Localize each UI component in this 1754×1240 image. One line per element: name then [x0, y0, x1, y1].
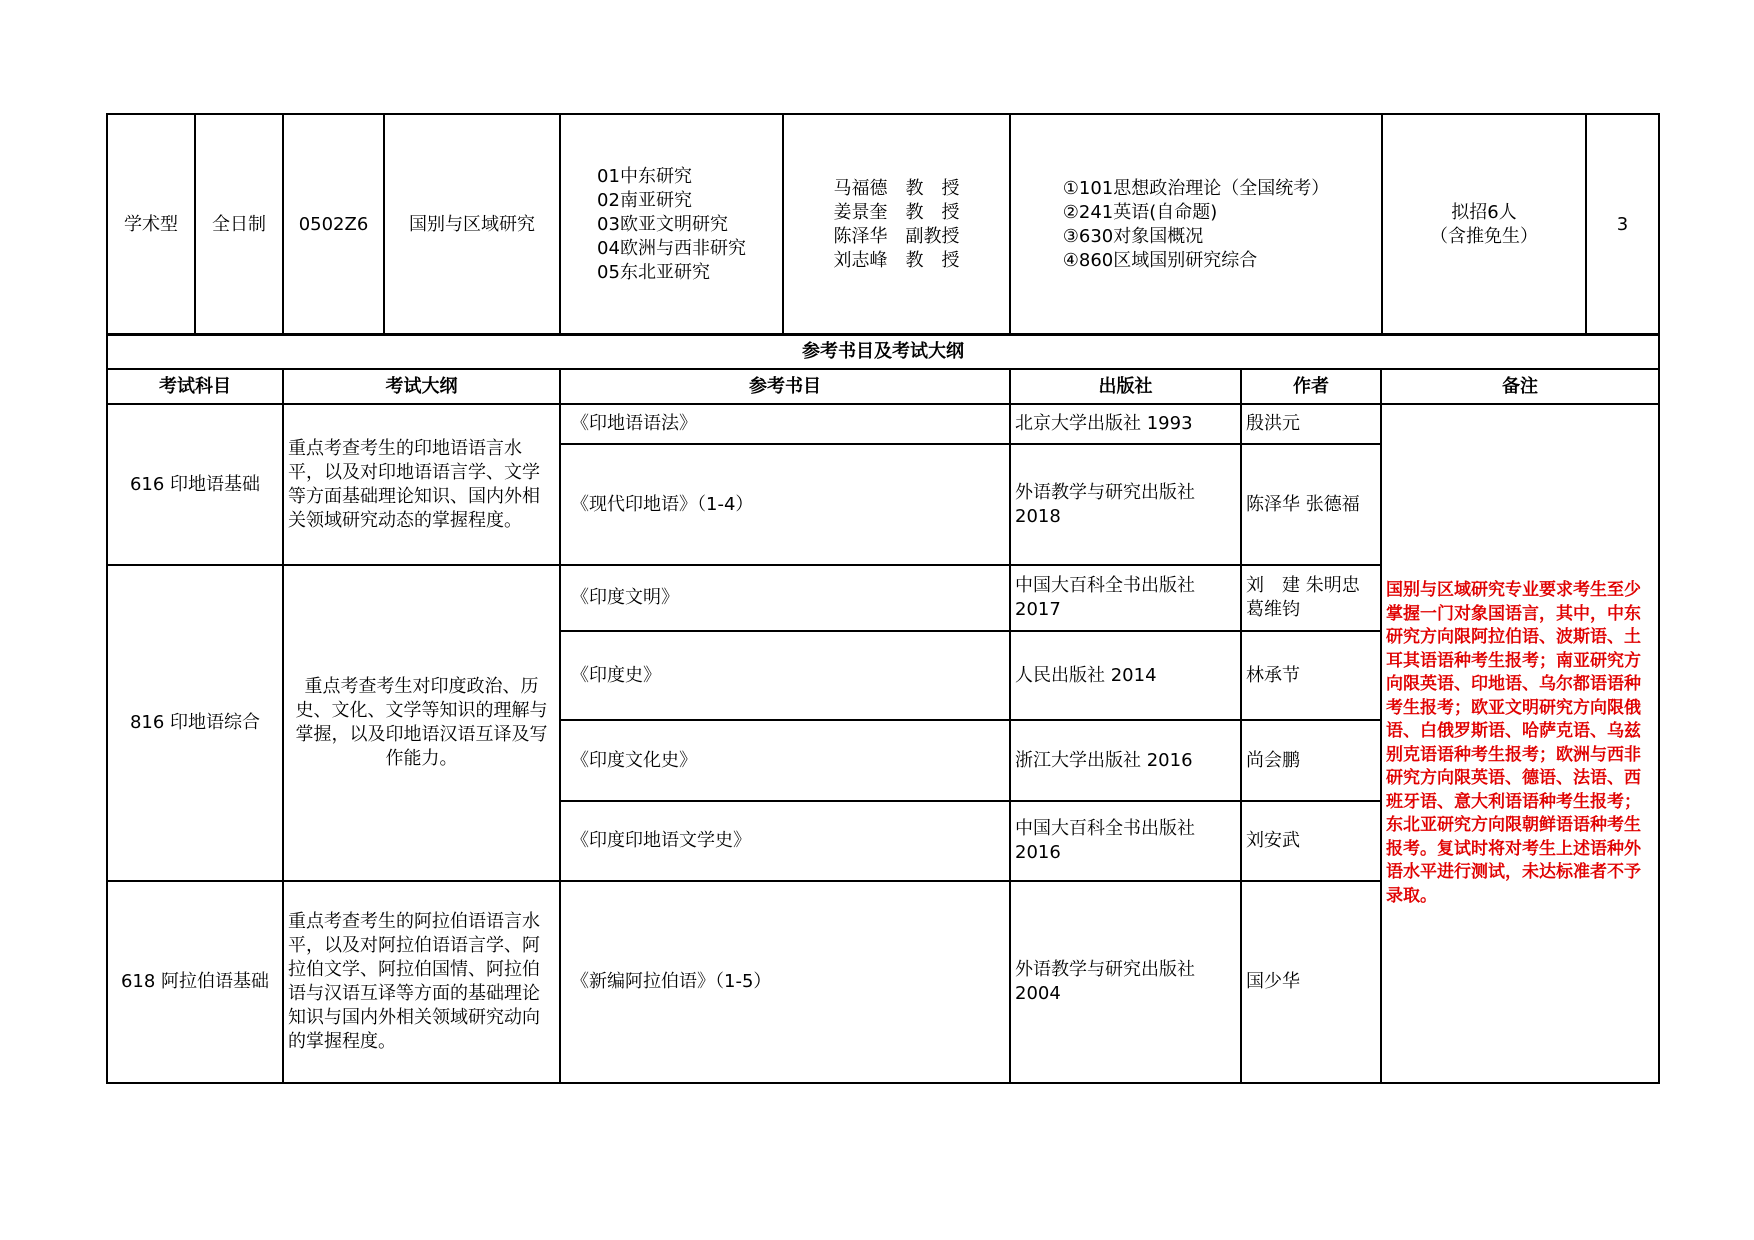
book-author: 刘安武	[1241, 801, 1381, 881]
section-title-row	[107, 334, 1659, 369]
study-mode: 全日制	[195, 114, 283, 335]
program-type: 学术型	[107, 114, 195, 335]
direction-item: 05东北亚研究	[597, 261, 710, 283]
header-outline: 考试大纲	[283, 369, 560, 404]
book-title: 《印度印地语文学史》	[560, 801, 1010, 881]
header-subject: 考试科目	[107, 369, 283, 404]
advisor-item: 姜景奎 教 授	[833, 201, 960, 223]
direction-item: 03欧亚文明研究	[597, 213, 728, 235]
book-title: 《印度文明》	[560, 565, 1010, 631]
reference-table	[106, 333, 1660, 1084]
quota-note: （含推免生）	[1430, 225, 1538, 247]
header-row	[107, 369, 1659, 404]
direction-item: 01中东研究	[597, 165, 692, 187]
book-publisher: 中国大百科全书出版社 2016	[1010, 801, 1241, 881]
direction-item: 02南亚研究	[597, 189, 692, 211]
advisor-item: 马福德 教 授	[833, 177, 960, 199]
exam-item: ③630对象国概况	[1062, 225, 1204, 247]
subject-name: 616 印地语基础	[107, 404, 283, 565]
book-publisher: 外语教学与研究出版社 2004	[1010, 881, 1241, 1083]
subject-name: 618 阿拉伯语基础	[107, 881, 283, 1083]
table-row	[107, 404, 1659, 444]
header-publisher: 出版社	[1010, 369, 1241, 404]
advisor-item: 刘志峰 教 授	[833, 249, 960, 271]
book-publisher: 中国大百科全书出版社 2017	[1010, 565, 1241, 631]
program-code: 0502Z6	[283, 114, 384, 335]
subject-outline: 重点考查考生对印度政治、历史、文化、文学等知识的理解与掌握，以及印地语汉语互译及写作能力。	[283, 565, 560, 881]
header-remark: 备注	[1381, 369, 1659, 404]
exam-item: ①101思想政治理论（全国统考）	[1062, 177, 1330, 199]
subject-outline: 重点考查考生的阿拉伯语语言水平，以及对阿拉伯语语言学、阿拉伯文学、阿拉伯国情、阿拉伯语与汉语互译等方面的基础理论知识与国内外相关领域研究动向的掌握程度。	[283, 881, 560, 1083]
direction-item: 04欧洲与西非研究	[597, 237, 746, 259]
book-author: 国少华	[1241, 881, 1381, 1083]
subject-name: 816 印地语综合	[107, 565, 283, 881]
header-book: 参考书目	[560, 369, 1010, 404]
exam-item: ②241英语(自命题)	[1062, 201, 1218, 223]
remark-note: 国别与区域研究专业要求考生至少掌握一门对象国语言，其中，中东研究方向限阿拉伯语、波斯语、土耳其语语种考生报考；南亚研究方向限英语、印地语、乌尔都语语种考生报考；欧亚文明研究方向限俄语、白俄罗斯语、哈萨克语、乌兹别克语语种考生报考；欧洲与西非研究方向限英语、德语、法语、西班牙语、意大利语语种考生报考；东北亚研究方向限朝鲜语语种考生报考。复试时将对考生上述语种外语水平进行测试，未达标准者不予录取。	[1381, 404, 1659, 1083]
advisor-item: 陈泽华 副教授	[833, 225, 960, 247]
book-author: 尚会鹏	[1241, 720, 1381, 801]
exam-item: ④860区域国别研究综合	[1062, 249, 1258, 271]
book-author: 陈泽华 张德福	[1241, 444, 1381, 565]
book-publisher: 北京大学出版社 1993	[1010, 404, 1241, 444]
program-table	[106, 113, 1660, 336]
enrollment-quota	[1382, 114, 1586, 335]
study-years: 3	[1586, 114, 1659, 335]
book-title: 《印度文化史》	[560, 720, 1010, 801]
header-author: 作者	[1241, 369, 1381, 404]
book-author: 林承节	[1241, 631, 1381, 720]
quota-main: 拟招6人	[1451, 201, 1517, 223]
book-publisher: 浙江大学出版社 2016	[1010, 720, 1241, 801]
section-title: 参考书目及考试大纲	[107, 334, 1659, 369]
advisors	[783, 114, 1010, 335]
book-title: 《印地语语法》	[560, 404, 1010, 444]
subject-outline: 重点考查考生的印地语语言水平，以及对印地语语言学、文学等方面基础理论知识、国内外相关领域研究动态的掌握程度。	[283, 404, 560, 565]
book-author: 刘 建 朱明忠 葛维钧	[1241, 565, 1381, 631]
research-directions	[560, 114, 783, 335]
book-publisher: 人民出版社 2014	[1010, 631, 1241, 720]
book-author: 殷洪元	[1241, 404, 1381, 444]
book-title: 《新编阿拉伯语》（1-5）	[560, 881, 1010, 1083]
book-title: 《现代印地语》（1-4）	[560, 444, 1010, 565]
program-row	[107, 114, 1659, 335]
program-name: 国别与区域研究	[384, 114, 560, 335]
book-publisher: 外语教学与研究出版社 2018	[1010, 444, 1241, 565]
book-title: 《印度史》	[560, 631, 1010, 720]
exam-subjects	[1010, 114, 1382, 335]
